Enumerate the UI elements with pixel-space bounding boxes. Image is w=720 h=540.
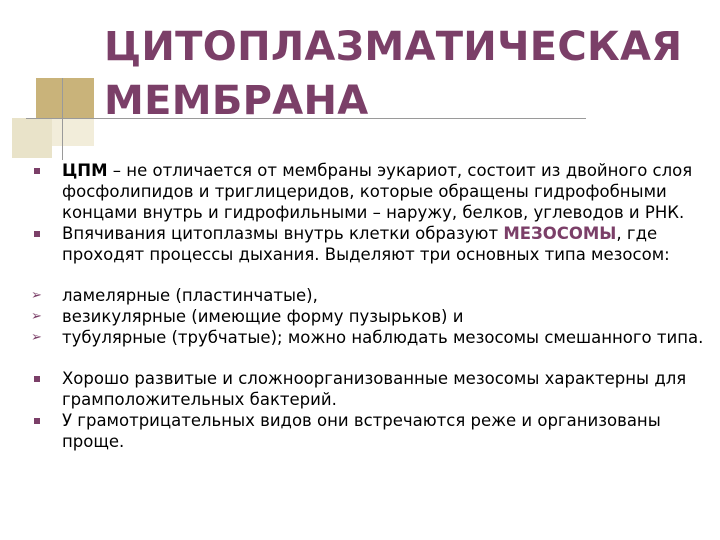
item-text: тубулярные (трубчатые); можно наблюдать мезосомы смешанного типа. <box>62 328 704 347</box>
title-line-2: МЕМБРАНА <box>104 78 369 124</box>
list-item <box>31 306 704 327</box>
list-item <box>34 368 704 410</box>
mesosome-highlight: МЕЗОСОМЫ <box>503 224 617 243</box>
list-item <box>31 327 704 348</box>
slide-title <box>104 20 682 128</box>
decor-vertical-line <box>62 78 63 160</box>
item-text: ламелярные (пластинчатые), <box>62 286 318 305</box>
list-item <box>31 285 704 306</box>
square-bullet-icon <box>34 168 40 174</box>
arrow-bullet-icon: ➢ <box>31 330 42 345</box>
list-item <box>34 160 704 223</box>
title-line-1: ЦИТОПЛАЗМАТИЧЕСКАЯ <box>104 24 683 70</box>
item-text: везикулярные (имеющие форму пузырьков) и <box>62 307 464 326</box>
square-bullet-icon <box>34 231 40 237</box>
arrow-bullet-icon: ➢ <box>31 309 42 324</box>
slide-body <box>31 160 704 452</box>
list-item <box>34 223 704 265</box>
item-text-before: Впячивания цитоплазмы внутрь клетки образуют <box>62 224 504 243</box>
arrow-bullet-icon: ➢ <box>31 288 42 303</box>
square-bullet-icon <box>34 418 40 424</box>
item-text-after: , где проходят процессы дыхания. Выделяют три основных типа мезосом: <box>62 224 670 264</box>
decor-light-square-2 <box>52 118 94 146</box>
item-text: – не отличается от мембраны эукариот, состоит из двойного слоя фосфолипидов и триглицеридов, которые обращены гидрофобными концами внутрь и гидрофильными – наружу, белков, углеводов и РНК. <box>62 161 693 222</box>
square-bullet-icon <box>34 376 40 382</box>
list-item <box>34 410 704 452</box>
item-text: У грамотрицательных видов они встречаются реже и организованы проще. <box>62 411 661 451</box>
cpm-term: ЦПМ <box>62 161 108 180</box>
decor-light-square <box>12 118 52 158</box>
item-text: Хорошо развитые и сложноорганизованные мезосомы характерны для грамположительных бактерий. <box>62 369 687 409</box>
